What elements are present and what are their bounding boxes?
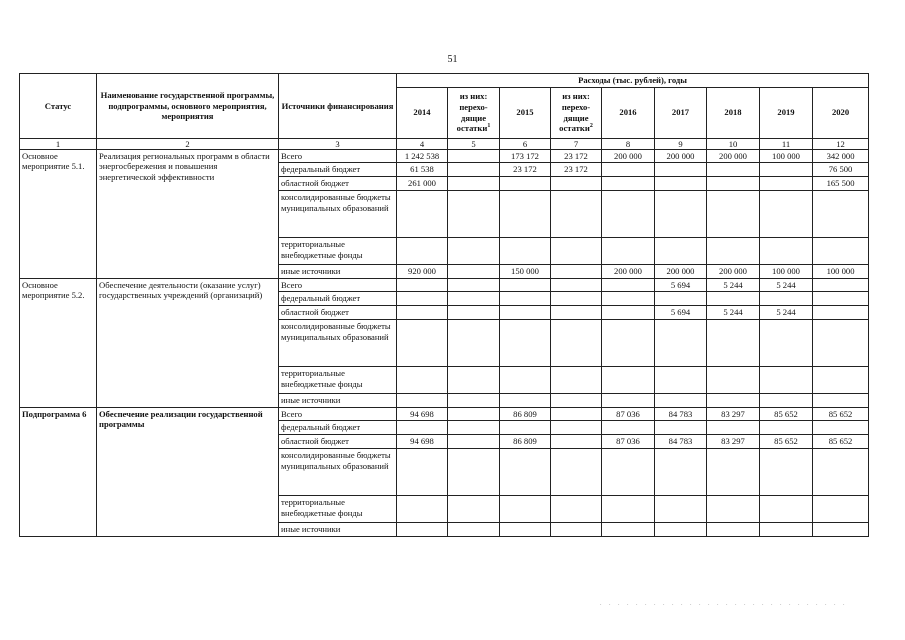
amount-cell: 83 297 bbox=[707, 435, 760, 449]
amount-cell bbox=[448, 421, 500, 435]
table-body bbox=[20, 149, 869, 536]
amount-cell: 83 297 bbox=[707, 407, 760, 421]
amount-cell: 5 694 bbox=[655, 306, 707, 320]
amount-cell: 200 000 bbox=[655, 149, 707, 163]
amount-cell bbox=[760, 163, 813, 177]
funding-source-cell: территориальные внебюджетные фонды bbox=[279, 366, 397, 393]
amount-cell bbox=[500, 366, 551, 393]
amount-cell: 76 500 bbox=[813, 163, 869, 177]
column-number: 6 bbox=[500, 138, 551, 149]
amount-cell bbox=[813, 522, 869, 536]
funding-source-cell: Всего bbox=[279, 407, 397, 421]
amount-cell bbox=[813, 237, 869, 264]
amount-cell bbox=[602, 292, 655, 306]
budget-table bbox=[19, 73, 869, 537]
amount-cell: 61 538 bbox=[397, 163, 448, 177]
amount-cell bbox=[655, 163, 707, 177]
header-carryover-1-label: перехо-дящие остатки bbox=[456, 102, 488, 134]
header-carryover-2-label: перехо-дящие остатки bbox=[559, 102, 591, 134]
amount-cell bbox=[551, 292, 602, 306]
amount-cell: 5 244 bbox=[707, 278, 760, 292]
amount-cell: 23 172 bbox=[551, 149, 602, 163]
amount-cell bbox=[602, 237, 655, 264]
amount-cell: 5 244 bbox=[707, 306, 760, 320]
amount-cell bbox=[655, 319, 707, 366]
amount-cell bbox=[448, 292, 500, 306]
amount-cell bbox=[448, 435, 500, 449]
amount-cell bbox=[655, 393, 707, 407]
amount-cell bbox=[707, 190, 760, 237]
amount-cell bbox=[500, 177, 551, 191]
amount-cell bbox=[602, 177, 655, 191]
amount-cell: 85 652 bbox=[760, 407, 813, 421]
funding-source-cell: Всего bbox=[279, 149, 397, 163]
amount-cell bbox=[655, 190, 707, 237]
amount-cell bbox=[551, 190, 602, 237]
amount-cell bbox=[602, 163, 655, 177]
header-name: Наименование государственной программы, подпрограммы, основного мероприятия, мероприятия bbox=[97, 74, 279, 139]
header-year-2015: 2015 bbox=[500, 87, 551, 138]
column-number-row bbox=[20, 138, 869, 149]
amount-cell bbox=[602, 319, 655, 366]
amount-cell bbox=[707, 448, 760, 495]
table-row bbox=[20, 278, 869, 292]
funding-source-cell: консолидированные бюджеты муниципальных образований bbox=[279, 319, 397, 366]
amount-cell bbox=[707, 421, 760, 435]
header-sources: Источники финансирования bbox=[279, 74, 397, 139]
amount-cell: 85 652 bbox=[760, 435, 813, 449]
amount-cell bbox=[500, 495, 551, 522]
amount-cell bbox=[448, 366, 500, 393]
amount-cell: 342 000 bbox=[813, 149, 869, 163]
funding-source-cell: консолидированные бюджеты муниципальных образований bbox=[279, 190, 397, 237]
amount-cell bbox=[551, 319, 602, 366]
amount-cell: 200 000 bbox=[707, 264, 760, 278]
amount-cell bbox=[655, 421, 707, 435]
amount-cell bbox=[551, 522, 602, 536]
footnote-2: 2 bbox=[589, 123, 593, 130]
amount-cell bbox=[448, 306, 500, 320]
header-year-2014: 2014 bbox=[397, 87, 448, 138]
program-name-cell: Обеспечение деятельности (оказание услуг) государственных учреждений (организаций) bbox=[97, 278, 279, 407]
amount-cell bbox=[707, 177, 760, 191]
amount-cell bbox=[602, 393, 655, 407]
amount-cell bbox=[602, 306, 655, 320]
page-number: 51 bbox=[447, 54, 458, 65]
header-carryover-1 bbox=[448, 87, 500, 138]
amount-cell bbox=[813, 366, 869, 393]
funding-source-cell: областной бюджет bbox=[279, 177, 397, 191]
amount-cell bbox=[760, 393, 813, 407]
amount-cell bbox=[448, 448, 500, 495]
amount-cell bbox=[448, 393, 500, 407]
funding-source-cell: территориальные внебюджетные фонды bbox=[279, 237, 397, 264]
table-row bbox=[20, 407, 869, 421]
amount-cell bbox=[500, 448, 551, 495]
amount-cell bbox=[551, 421, 602, 435]
funding-source-cell: консолидированные бюджеты муниципальных образований bbox=[279, 448, 397, 495]
amount-cell bbox=[397, 190, 448, 237]
amount-cell bbox=[707, 393, 760, 407]
amount-cell bbox=[500, 306, 551, 320]
amount-cell bbox=[448, 407, 500, 421]
amount-cell bbox=[500, 278, 551, 292]
amount-cell: 165 500 bbox=[813, 177, 869, 191]
amount-cell bbox=[397, 495, 448, 522]
column-number: 8 bbox=[602, 138, 655, 149]
amount-cell bbox=[760, 495, 813, 522]
amount-cell bbox=[551, 393, 602, 407]
amount-cell bbox=[655, 448, 707, 495]
amount-cell: 87 036 bbox=[602, 407, 655, 421]
amount-cell bbox=[655, 177, 707, 191]
funding-source-cell: областной бюджет bbox=[279, 435, 397, 449]
amount-cell bbox=[397, 448, 448, 495]
amount-cell bbox=[760, 292, 813, 306]
header-of-which-2: из них: bbox=[562, 91, 590, 102]
funding-source-cell: территориальные внебюджетные фонды bbox=[279, 495, 397, 522]
amount-cell bbox=[602, 366, 655, 393]
amount-cell: 5 244 bbox=[760, 278, 813, 292]
amount-cell bbox=[397, 421, 448, 435]
amount-cell bbox=[551, 407, 602, 421]
funding-source-cell: федеральный бюджет bbox=[279, 292, 397, 306]
funding-source-cell: Всего bbox=[279, 278, 397, 292]
header-carryover-2 bbox=[551, 87, 602, 138]
funding-source-cell: иные источники bbox=[279, 522, 397, 536]
header-year-2016: 2016 bbox=[602, 87, 655, 138]
amount-cell bbox=[655, 366, 707, 393]
amount-cell bbox=[448, 495, 500, 522]
status-cell: Основное мероприятие 5.2. bbox=[20, 278, 97, 407]
amount-cell bbox=[813, 393, 869, 407]
amount-cell bbox=[707, 319, 760, 366]
header-year-2019: 2019 bbox=[760, 87, 813, 138]
amount-cell bbox=[813, 306, 869, 320]
column-number: 7 bbox=[551, 138, 602, 149]
header-status: Статус bbox=[20, 74, 97, 139]
amount-cell: 5 244 bbox=[760, 306, 813, 320]
amount-cell bbox=[707, 522, 760, 536]
amount-cell bbox=[500, 421, 551, 435]
program-name-cell: Обеспечение реализации государственной программы bbox=[97, 407, 279, 536]
funding-source-cell: иные источники bbox=[279, 264, 397, 278]
column-number: 5 bbox=[448, 138, 500, 149]
amount-cell bbox=[551, 366, 602, 393]
amount-cell bbox=[448, 190, 500, 237]
amount-cell bbox=[655, 237, 707, 264]
column-number: 2 bbox=[97, 138, 279, 149]
amount-cell bbox=[397, 237, 448, 264]
amount-cell bbox=[655, 495, 707, 522]
amount-cell bbox=[760, 177, 813, 191]
amount-cell: 200 000 bbox=[707, 149, 760, 163]
amount-cell bbox=[707, 495, 760, 522]
amount-cell bbox=[813, 278, 869, 292]
header-year-2017: 2017 bbox=[655, 87, 707, 138]
amount-cell bbox=[500, 393, 551, 407]
column-number: 3 bbox=[279, 138, 397, 149]
amount-cell: 85 652 bbox=[813, 435, 869, 449]
amount-cell: 94 698 bbox=[397, 435, 448, 449]
amount-cell bbox=[813, 319, 869, 366]
amount-cell: 86 809 bbox=[500, 407, 551, 421]
amount-cell: 23 172 bbox=[500, 163, 551, 177]
amount-cell bbox=[551, 495, 602, 522]
amount-cell bbox=[602, 190, 655, 237]
amount-cell bbox=[500, 190, 551, 237]
amount-cell bbox=[397, 292, 448, 306]
funding-source-cell: федеральный бюджет bbox=[279, 421, 397, 435]
amount-cell: 87 036 bbox=[602, 435, 655, 449]
amount-cell bbox=[813, 448, 869, 495]
amount-cell bbox=[602, 448, 655, 495]
amount-cell bbox=[707, 237, 760, 264]
amount-cell bbox=[500, 319, 551, 366]
amount-cell bbox=[707, 163, 760, 177]
program-name-cell: Реализация региональных программ в области энергосбережения и повышения энергетической эффективности bbox=[97, 149, 279, 278]
amount-cell bbox=[500, 522, 551, 536]
amount-cell bbox=[448, 149, 500, 163]
amount-cell bbox=[760, 448, 813, 495]
amount-cell bbox=[397, 278, 448, 292]
amount-cell bbox=[448, 163, 500, 177]
amount-cell bbox=[760, 190, 813, 237]
funding-source-cell: областной бюджет bbox=[279, 306, 397, 320]
header-year-2018: 2018 bbox=[707, 87, 760, 138]
amount-cell bbox=[760, 237, 813, 264]
column-number: 12 bbox=[813, 138, 869, 149]
header-year-2020: 2020 bbox=[813, 87, 869, 138]
amount-cell bbox=[551, 264, 602, 278]
funding-source-cell: иные источники bbox=[279, 393, 397, 407]
column-number: 11 bbox=[760, 138, 813, 149]
amount-cell bbox=[500, 237, 551, 264]
header-of-which-1: из них: bbox=[459, 91, 488, 102]
funding-source-cell: федеральный бюджет bbox=[279, 163, 397, 177]
amount-cell: 100 000 bbox=[813, 264, 869, 278]
amount-cell bbox=[448, 264, 500, 278]
amount-cell: 100 000 bbox=[760, 264, 813, 278]
amount-cell: 84 783 bbox=[655, 407, 707, 421]
amount-cell bbox=[397, 319, 448, 366]
amount-cell bbox=[551, 435, 602, 449]
amount-cell bbox=[813, 421, 869, 435]
amount-cell bbox=[813, 292, 869, 306]
amount-cell bbox=[448, 177, 500, 191]
amount-cell: 1 242 538 bbox=[397, 149, 448, 163]
amount-cell: 100 000 bbox=[760, 149, 813, 163]
amount-cell bbox=[760, 319, 813, 366]
amount-cell: 200 000 bbox=[602, 264, 655, 278]
amount-cell bbox=[760, 366, 813, 393]
amount-cell bbox=[602, 522, 655, 536]
amount-cell bbox=[448, 278, 500, 292]
column-number: 9 bbox=[655, 138, 707, 149]
amount-cell bbox=[551, 448, 602, 495]
amount-cell: 84 783 bbox=[655, 435, 707, 449]
amount-cell: 920 000 bbox=[397, 264, 448, 278]
amount-cell bbox=[813, 190, 869, 237]
amount-cell bbox=[602, 278, 655, 292]
footnote-1: 1 bbox=[487, 123, 491, 130]
amount-cell bbox=[602, 421, 655, 435]
amount-cell bbox=[655, 522, 707, 536]
amount-cell bbox=[551, 306, 602, 320]
amount-cell: 85 652 bbox=[813, 407, 869, 421]
column-number: 10 bbox=[707, 138, 760, 149]
amount-cell bbox=[397, 306, 448, 320]
amount-cell bbox=[760, 522, 813, 536]
amount-cell: 200 000 bbox=[655, 264, 707, 278]
amount-cell: 5 694 bbox=[655, 278, 707, 292]
amount-cell bbox=[551, 177, 602, 191]
column-number: 4 bbox=[397, 138, 448, 149]
amount-cell bbox=[397, 393, 448, 407]
status-cell: Основное мероприятие 5.1. bbox=[20, 149, 97, 278]
amount-cell bbox=[707, 292, 760, 306]
amount-cell bbox=[551, 237, 602, 264]
header-expenses: Расходы (тыс. рублей), годы bbox=[397, 74, 869, 88]
amount-cell bbox=[397, 522, 448, 536]
column-number: 1 bbox=[20, 138, 97, 149]
amount-cell bbox=[448, 237, 500, 264]
amount-cell bbox=[760, 421, 813, 435]
amount-cell bbox=[448, 319, 500, 366]
status-cell: Подпрограмма 6 bbox=[20, 407, 97, 536]
amount-cell: 261 000 bbox=[397, 177, 448, 191]
amount-cell: 94 698 bbox=[397, 407, 448, 421]
amount-cell: 23 172 bbox=[551, 163, 602, 177]
amount-cell bbox=[602, 495, 655, 522]
amount-cell bbox=[551, 278, 602, 292]
amount-cell bbox=[655, 292, 707, 306]
amount-cell: 173 172 bbox=[500, 149, 551, 163]
amount-cell bbox=[707, 366, 760, 393]
table-row bbox=[20, 149, 869, 163]
amount-cell bbox=[813, 495, 869, 522]
amount-cell bbox=[500, 292, 551, 306]
amount-cell: 150 000 bbox=[500, 264, 551, 278]
amount-cell: 200 000 bbox=[602, 149, 655, 163]
amount-cell bbox=[397, 366, 448, 393]
amount-cell bbox=[448, 522, 500, 536]
amount-cell: 86 809 bbox=[500, 435, 551, 449]
